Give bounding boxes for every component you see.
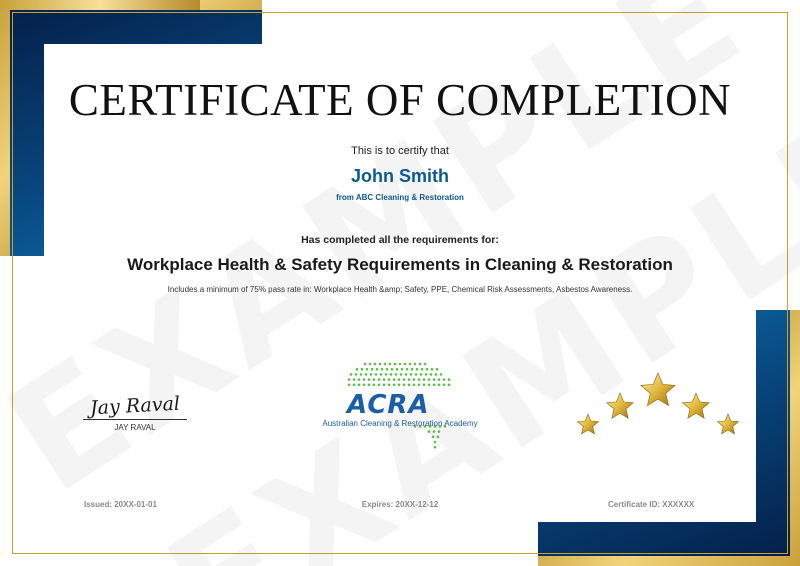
- map-dot: [410, 373, 413, 376]
- map-dot: [376, 368, 379, 371]
- map-dot: [443, 378, 446, 381]
- map-dot: [415, 373, 418, 376]
- map-dot: [398, 384, 401, 387]
- map-dot: [373, 378, 376, 381]
- acra-logo: [305, 360, 495, 480]
- map-dot: [423, 378, 426, 381]
- map-dot: [381, 368, 384, 371]
- map-dot: [423, 384, 426, 387]
- map-dot: [438, 378, 441, 381]
- map-dot: [408, 384, 411, 387]
- map-dot: [353, 384, 356, 387]
- map-dot: [389, 363, 392, 366]
- map-dot: [358, 378, 361, 381]
- certify-text: This is to certify that: [351, 145, 449, 157]
- map-dot: [433, 378, 436, 381]
- map-dot: [437, 436, 440, 439]
- recipient-organisation: from ABC Cleaning & Restoration: [336, 193, 464, 202]
- map-dot: [395, 373, 398, 376]
- map-dot: [431, 368, 434, 371]
- logo-subtitle: Australian Cleaning & Restoration Academy: [322, 419, 478, 428]
- map-dot: [393, 384, 396, 387]
- map-dot: [432, 436, 435, 439]
- map-dot: [406, 368, 409, 371]
- map-dot: [365, 373, 368, 376]
- map-dot: [414, 363, 417, 366]
- map-dot: [405, 373, 408, 376]
- map-dot: [364, 363, 367, 366]
- map-dot: [403, 378, 406, 381]
- map-dot: [424, 363, 427, 366]
- map-dot: [374, 363, 377, 366]
- map-dot: [363, 384, 366, 387]
- map-dot: [383, 384, 386, 387]
- map-dot: [396, 368, 399, 371]
- map-dot: [401, 368, 404, 371]
- map-dot: [391, 368, 394, 371]
- map-dot: [385, 373, 388, 376]
- map-dot: [409, 363, 412, 366]
- certificate-title: CERTIFICATE OF COMPLETION: [68, 75, 732, 125]
- map-dot: [426, 368, 429, 371]
- map-dot: [383, 378, 386, 381]
- map-dot: [436, 368, 439, 371]
- map-dot: [368, 384, 371, 387]
- map-dot: [430, 373, 433, 376]
- map-dot: [361, 368, 364, 371]
- map-dot: [386, 368, 389, 371]
- map-dot: [371, 368, 374, 371]
- map-dot: [363, 378, 366, 381]
- signatory-name: JAY RAVAL: [114, 423, 156, 432]
- map-dot: [421, 368, 424, 371]
- map-dot: [378, 384, 381, 387]
- map-dot: [348, 378, 351, 381]
- star-icon: [578, 414, 599, 434]
- map-dot: [353, 378, 356, 381]
- completed-text: Has completed all the requirements for:: [301, 234, 499, 246]
- map-dot: [428, 384, 431, 387]
- signature-block: [80, 392, 190, 432]
- star-icon: [607, 393, 634, 418]
- map-dot: [433, 430, 436, 433]
- map-dot: [413, 378, 416, 381]
- map-dot: [434, 441, 437, 444]
- map-dot: [448, 378, 451, 381]
- map-dot: [388, 378, 391, 381]
- signature-script: Jay Raval: [89, 392, 181, 420]
- map-dot: [380, 373, 383, 376]
- map-dot: [425, 373, 428, 376]
- signature-line: [83, 419, 187, 420]
- star-icon: [683, 393, 710, 418]
- map-dot: [416, 368, 419, 371]
- map-dot: [393, 378, 396, 381]
- map-dot: [378, 378, 381, 381]
- star-icon: [641, 373, 675, 406]
- map-dot: [448, 384, 451, 387]
- map-dot: [370, 373, 373, 376]
- map-dot: [434, 446, 437, 449]
- issued-date: Issued: 20XX-01-01: [84, 500, 157, 509]
- map-dot: [411, 368, 414, 371]
- map-dot: [400, 373, 403, 376]
- map-dot: [360, 373, 363, 376]
- map-dot: [428, 378, 431, 381]
- logo-wordmark: ACRA: [347, 390, 430, 420]
- map-dot: [355, 373, 358, 376]
- map-dot: [433, 384, 436, 387]
- map-dot: [399, 363, 402, 366]
- includes-text: Includes a minimum of 75% pass rate in: Workplace Health &amp; Safety, PPE, Chemical Risk Assessments, Asbestos Awareness.: [167, 285, 633, 294]
- map-dot: [356, 368, 359, 371]
- expiry-date: Expires: 20XX-12-12: [361, 500, 439, 509]
- recipient-name: John Smith: [351, 166, 449, 186]
- map-dot: [418, 384, 421, 387]
- map-dot: [413, 384, 416, 387]
- map-dot: [398, 378, 401, 381]
- map-dot: [428, 430, 431, 433]
- map-dot: [404, 363, 407, 366]
- map-dot: [408, 378, 411, 381]
- stars-rating: [570, 365, 750, 445]
- map-dot: [350, 373, 353, 376]
- certificate-id: Certificate ID: XXXXXX: [608, 500, 695, 509]
- map-dot: [443, 384, 446, 387]
- map-dot: [384, 363, 387, 366]
- map-dot: [435, 373, 438, 376]
- map-dot: [379, 363, 382, 366]
- map-dot: [440, 373, 443, 376]
- map-dot: [418, 378, 421, 381]
- star-icon: [718, 414, 739, 434]
- map-dot: [438, 430, 441, 433]
- map-dot: [369, 363, 372, 366]
- map-dot: [438, 384, 441, 387]
- map-dot: [390, 373, 393, 376]
- map-dot: [420, 373, 423, 376]
- map-dot: [403, 384, 406, 387]
- map-dot: [348, 384, 351, 387]
- course-title: Workplace Health & Safety Requirements in Cleaning & Restoration: [127, 255, 673, 274]
- map-dot: [419, 363, 422, 366]
- map-dot: [373, 384, 376, 387]
- map-dot: [388, 384, 391, 387]
- map-dot: [394, 363, 397, 366]
- map-dot: [375, 373, 378, 376]
- map-dot: [358, 384, 361, 387]
- map-dot: [366, 368, 369, 371]
- map-dot: [368, 378, 371, 381]
